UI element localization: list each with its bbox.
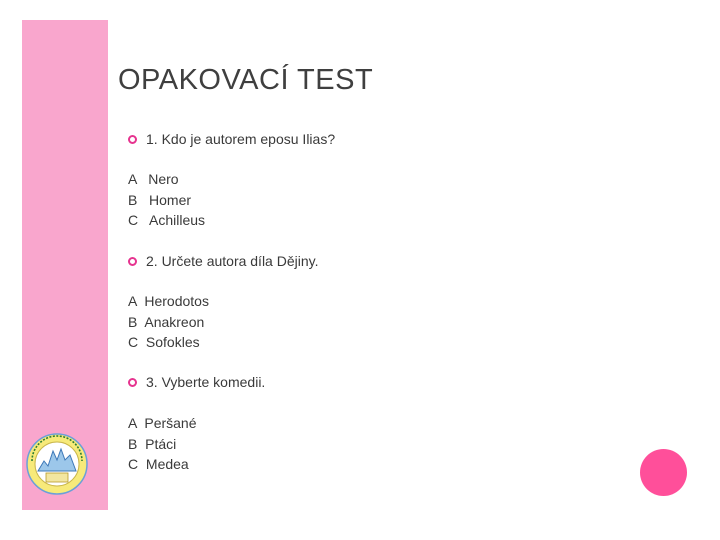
question-3 [128, 374, 265, 390]
bullet-icon [128, 257, 137, 266]
option-1b: B Homer [128, 191, 192, 208]
slide-title: OPAKOVACÍ TEST [118, 64, 374, 96]
question-2-text: 2. Určete autora díla Dějiny. [146, 253, 319, 269]
option-3a: A Peršané [128, 415, 197, 431]
option-2a: A Herodotos [128, 293, 209, 309]
question-1-options [128, 169, 205, 231]
option-2b: B Anakreon [128, 313, 205, 330]
option-1a: A Nero [128, 171, 179, 187]
option-2c: C Sofokles [128, 334, 200, 350]
bullet-icon [128, 378, 137, 387]
question-2 [128, 253, 319, 269]
question-3-text: 3. Vyberte komedii. [146, 374, 266, 390]
bullet-icon [128, 135, 137, 144]
pink-circle-decoration [640, 449, 687, 496]
question-1 [128, 131, 335, 147]
question-1-text: 1. Kdo je autorem eposu Ilias? [146, 131, 336, 147]
option-1c: C Achilleus [128, 212, 206, 228]
option-3b: B Ptáci [128, 435, 177, 452]
question-3-options [128, 413, 197, 475]
school-logo-icon [26, 433, 88, 495]
option-3c: C Medea [128, 456, 189, 472]
question-2-options [128, 291, 209, 353]
